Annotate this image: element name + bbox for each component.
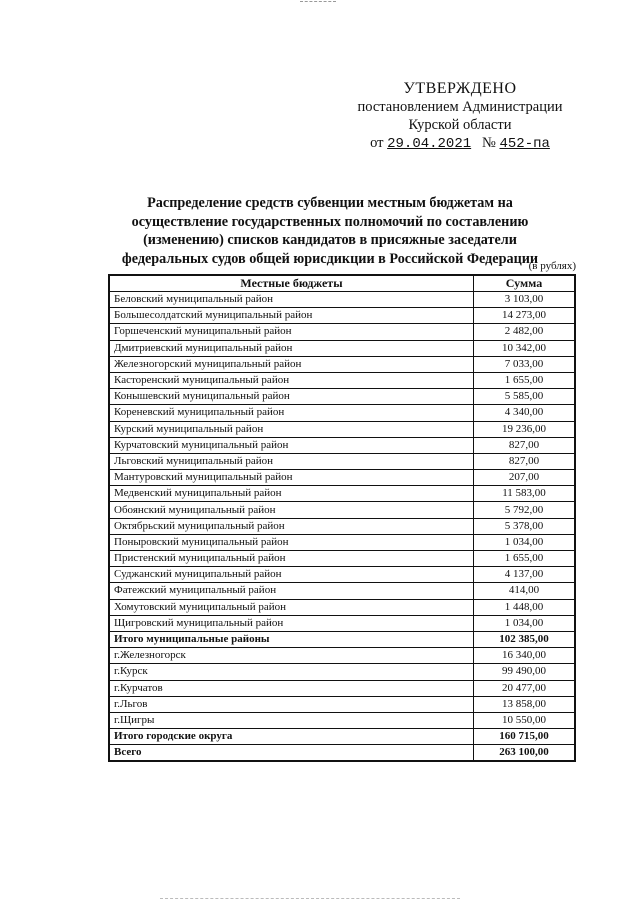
budget-sum-cell: 1 034,00 <box>474 615 576 631</box>
budget-sum-cell: 102 385,00 <box>474 631 576 647</box>
scan-artifact-bottom <box>160 898 460 899</box>
budget-sum-cell: 827,00 <box>474 437 576 453</box>
number-prefix: № <box>482 135 496 151</box>
approval-line-3: Курской области <box>408 117 512 133</box>
budget-name-cell: Итого муниципальные районы <box>109 631 474 647</box>
table-row <box>109 453 575 469</box>
budget-name-cell: г.Щигры <box>109 712 474 728</box>
table-row <box>109 631 575 647</box>
table-row <box>109 340 575 356</box>
table-row <box>109 356 575 372</box>
budget-sum-cell: 7 033,00 <box>474 356 576 372</box>
document-title: Распределение средств субвенции местным бюджетам на осуществление государственных полномочий по составлению (изменению) списков кандидатов в присяжные заседатели федеральных судов общей юрисдикции в Российской Федерации <box>121 195 539 267</box>
table-row <box>109 534 575 550</box>
budget-table <box>108 274 576 762</box>
table-row <box>109 664 575 680</box>
budget-name-cell: Курский муниципальный район <box>109 421 474 437</box>
budget-name-cell: Фатежский муниципальный район <box>109 583 474 599</box>
budget-name-cell: Железногорский муниципальный район <box>109 356 474 372</box>
budget-sum-cell: 2 482,00 <box>474 324 576 340</box>
table-row <box>109 502 575 518</box>
approval-stamp <box>330 80 590 153</box>
budget-name-cell: Суджанский муниципальный район <box>109 567 474 583</box>
budget-name-cell: Медвенский муниципальный район <box>109 486 474 502</box>
table-row <box>109 324 575 340</box>
table-row <box>109 696 575 712</box>
approval-date-line <box>330 134 590 153</box>
table-row <box>109 551 575 567</box>
table-row <box>109 729 575 745</box>
budget-sum-cell: 19 236,00 <box>474 421 576 437</box>
table-row <box>109 648 575 664</box>
budget-sum-cell: 3 103,00 <box>474 292 576 308</box>
approval-line-2: постановлением Администрации <box>357 99 563 115</box>
budget-name-cell: Поныровский муниципальный район <box>109 534 474 550</box>
budget-name-cell: Конышевский муниципальный район <box>109 389 474 405</box>
budget-name-cell: Кореневский муниципальный район <box>109 405 474 421</box>
table-row <box>109 308 575 324</box>
budget-name-cell: Курчатовский муниципальный район <box>109 437 474 453</box>
table-row <box>109 437 575 453</box>
budget-sum-cell: 1 448,00 <box>474 599 576 615</box>
budget-sum-cell: 16 340,00 <box>474 648 576 664</box>
budget-sum-cell: 4 340,00 <box>474 405 576 421</box>
table-row <box>109 421 575 437</box>
budget-name-cell: г.Железногорск <box>109 648 474 664</box>
budget-sum-cell: 1 655,00 <box>474 551 576 567</box>
budget-sum-cell: 207,00 <box>474 470 576 486</box>
budget-sum-cell: 1 655,00 <box>474 372 576 388</box>
budget-sum-cell: 263 100,00 <box>474 745 576 762</box>
table-row <box>109 518 575 534</box>
budget-name-cell: г.Курск <box>109 664 474 680</box>
approval-number: 452-па <box>499 136 550 152</box>
budget-sum-cell: 5 378,00 <box>474 518 576 534</box>
budget-name-cell: Щигровский муниципальный район <box>109 615 474 631</box>
budget-sum-cell: 10 550,00 <box>474 712 576 728</box>
budget-sum-cell: 1 034,00 <box>474 534 576 550</box>
budget-sum-cell: 13 858,00 <box>474 696 576 712</box>
table-row <box>109 680 575 696</box>
header-budgets: Местные бюджеты <box>109 275 474 292</box>
budget-sum-cell: 414,00 <box>474 583 576 599</box>
budget-name-cell: Октябрьский муниципальный район <box>109 518 474 534</box>
budget-name-cell: Итого городские округа <box>109 729 474 745</box>
table-row <box>109 372 575 388</box>
unit-label: (в рублях) <box>528 260 576 272</box>
budget-name-cell: г.Льгов <box>109 696 474 712</box>
table-row <box>109 745 575 762</box>
table-row <box>109 599 575 615</box>
budget-name-cell: Обоянский муниципальный район <box>109 502 474 518</box>
budget-name-cell: Дмитриевский муниципальный район <box>109 340 474 356</box>
table-row <box>109 486 575 502</box>
table-row <box>109 615 575 631</box>
budget-name-cell: Горшеченский муниципальный район <box>109 324 474 340</box>
budget-sum-cell: 160 715,00 <box>474 729 576 745</box>
budget-name-cell: Касторенский муниципальный район <box>109 372 474 388</box>
budget-name-cell: Льговский муниципальный район <box>109 453 474 469</box>
header-sum: Сумма <box>474 275 576 292</box>
budget-sum-cell: 99 490,00 <box>474 664 576 680</box>
budget-sum-cell: 5 792,00 <box>474 502 576 518</box>
budget-name-cell: Пристенский муниципальный район <box>109 551 474 567</box>
budget-name-cell: Мантуровский муниципальный район <box>109 470 474 486</box>
budget-sum-cell: 4 137,00 <box>474 567 576 583</box>
budget-sum-cell: 20 477,00 <box>474 680 576 696</box>
table-row <box>109 712 575 728</box>
budget-name-cell: Хомутовский муниципальный район <box>109 599 474 615</box>
approval-date: 29.04.2021 <box>387 136 472 152</box>
budget-name-cell: Большесолдатский муниципальный район <box>109 308 474 324</box>
table-row <box>109 567 575 583</box>
table-header-row <box>109 275 575 292</box>
table-row <box>109 583 575 599</box>
approval-heading: УТВЕРЖДЕНО <box>403 80 517 97</box>
table-row <box>109 405 575 421</box>
budget-sum-cell: 11 583,00 <box>474 486 576 502</box>
budget-sum-cell: 5 585,00 <box>474 389 576 405</box>
scan-artifact-top <box>300 1 336 2</box>
date-prefix: от <box>370 135 384 151</box>
table-row <box>109 389 575 405</box>
table-row <box>109 292 575 308</box>
budget-name-cell: Беловский муниципальный район <box>109 292 474 308</box>
budget-name-cell: г.Курчатов <box>109 680 474 696</box>
budget-sum-cell: 827,00 <box>474 453 576 469</box>
budget-name-cell: Всего <box>109 745 474 762</box>
table-row <box>109 470 575 486</box>
budget-sum-cell: 10 342,00 <box>474 340 576 356</box>
budget-sum-cell: 14 273,00 <box>474 308 576 324</box>
